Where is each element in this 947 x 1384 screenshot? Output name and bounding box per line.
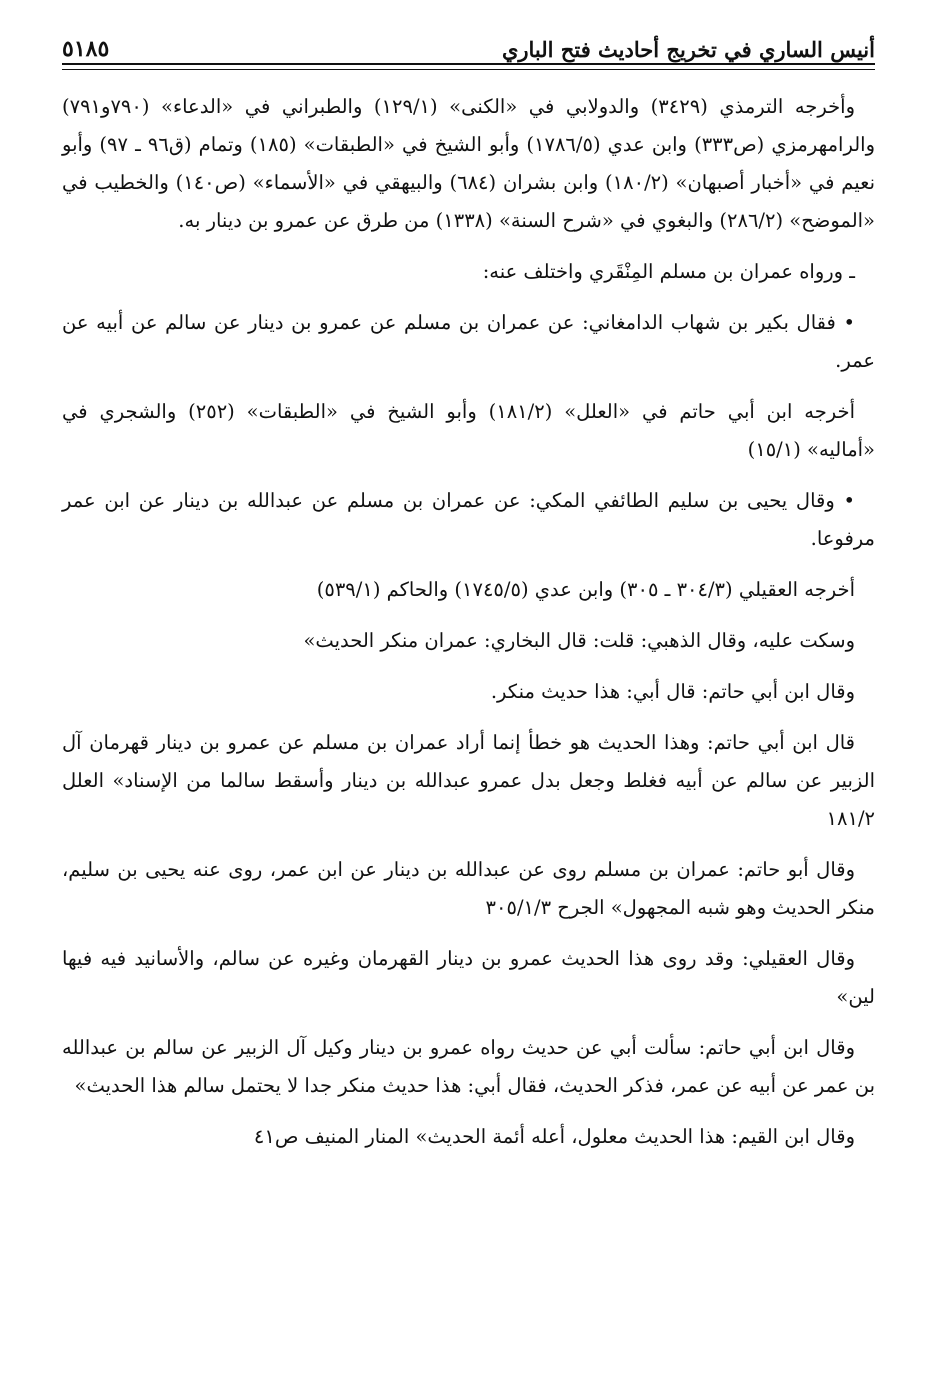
paragraph-uqayli-comment: وقال العقيلي: وقد روى هذا الحديث عمرو بن دينار القهرمان وغيره عن سالم، والأسانيد فيه فيها لين» [62,947,875,1008]
page-body [62,88,875,1169]
paragraph-ibn-al-qayyim: وقال ابن القيم: هذا الحديث معلول، أعله أئمة الحديث» المنار المنيف ص٤١ [253,1125,855,1148]
running-header [62,30,875,62]
paragraph-takhrij-ilal: أخرجه ابن أبي حاتم في «العلل» (١٨١/٢) وأبو الشيخ في «الطبقات» (٢٥٢) والشجري في «أماليه» (١٥/١) [62,400,875,461]
paragraph-takhrij-uqayli: أخرجه العقيلي (٣٠٤/٣ ـ ٣٠٥) وابن عدي (١٧٤٥/٥) والحاكم (٥٣٩/١) [316,578,855,601]
page-number: ٥١٨٥ [62,36,110,62]
paragraph-takhrij-tirmidhi: وأخرجه الترمذي (٣٤٢٩) والدولابي في «الكنى» (١٢٩/١) والطبراني في «الدعاء» (٧٩٠و٧٩١) والرامهرمزي (ص٣٣٣) وابن عدي (١٧٨٦/٥) وأبو الشيخ في «الطبقات» (١٨٥) وتمام (ق٩٦ ـ ٩٧) وأبو نعيم في «أخبار أصبهان» (١٨٠/٢) وابن بشران (٦٨٤) والبيهقي في «الأسماء» (ص١٤٠) والخطيب في «الموضح» (٢٨٦/٢) والبغوي في «شرح السنة» (١٣٣٨) من طرق عن عمرو بن دينار به. [62,95,875,232]
paragraph-imran-variation: ـ ورواه عمران بن مسلم المِنْقَري واختلف عنه: [62,253,875,291]
paragraph-bukayr-chain: • فقال بكير بن شهاب الدامغاني: عن عمران بن مسلم عن عمرو بن دينار عن سالم عن أبيه عن عمر. [62,304,875,380]
book-title: أنيس الساري في تخريج أحاديث فتح الباري [501,37,875,62]
paragraph-abu-hatim-munkar: وقال ابن أبي حاتم: قال أبي: هذا حديث منكر. [490,680,855,703]
paragraph-ibn-abi-hatim-question: وقال ابن أبي حاتم: سألت أبي عن حديث رواه عمرو بن دينار وكيل آل الزبير عن سالم بن عبدالله بن عمر عن أبيه عن عمر، فذكر الحديث، فقال أبي: هذا حديث منكر جدا لا يحتمل سالم هذا الحديث» [62,1036,875,1097]
paragraph-yahya-chain: • وقال يحيى بن سليم الطائفي المكي: عن عمران بن مسلم عن عبدالله بن دينار عن ابن عمر مرفوعا. [62,482,875,558]
paragraph-ibn-abi-hatim-error: قال ابن أبي حاتم: وهذا الحديث هو خطأ إنما أراد عمران بن مسلم عن عمرو بن دينار قهرمان آل الزبير عن سالم عن أبيه فغلط وجعل بدل عمرو عبدالله بن دينار وأسقط سالما من الإسناد» العلل ١٨١/٢ [62,731,875,830]
paragraph-abu-hatim-imran: وقال أبو حاتم: عمران بن مسلم روى عن عبدالله بن دينار عن ابن عمر، روى عنه يحيى بن سليم، منكر الحديث وهو شبه المجهول» الجرح ٣٠٥/١/٣ [62,858,875,919]
book-page [62,0,875,1384]
header-rule [62,63,875,70]
paragraph-dhahabi-comment: وسكت عليه، وقال الذهبي: قلت: قال البخاري: عمران منكر الحديث» [303,629,855,652]
